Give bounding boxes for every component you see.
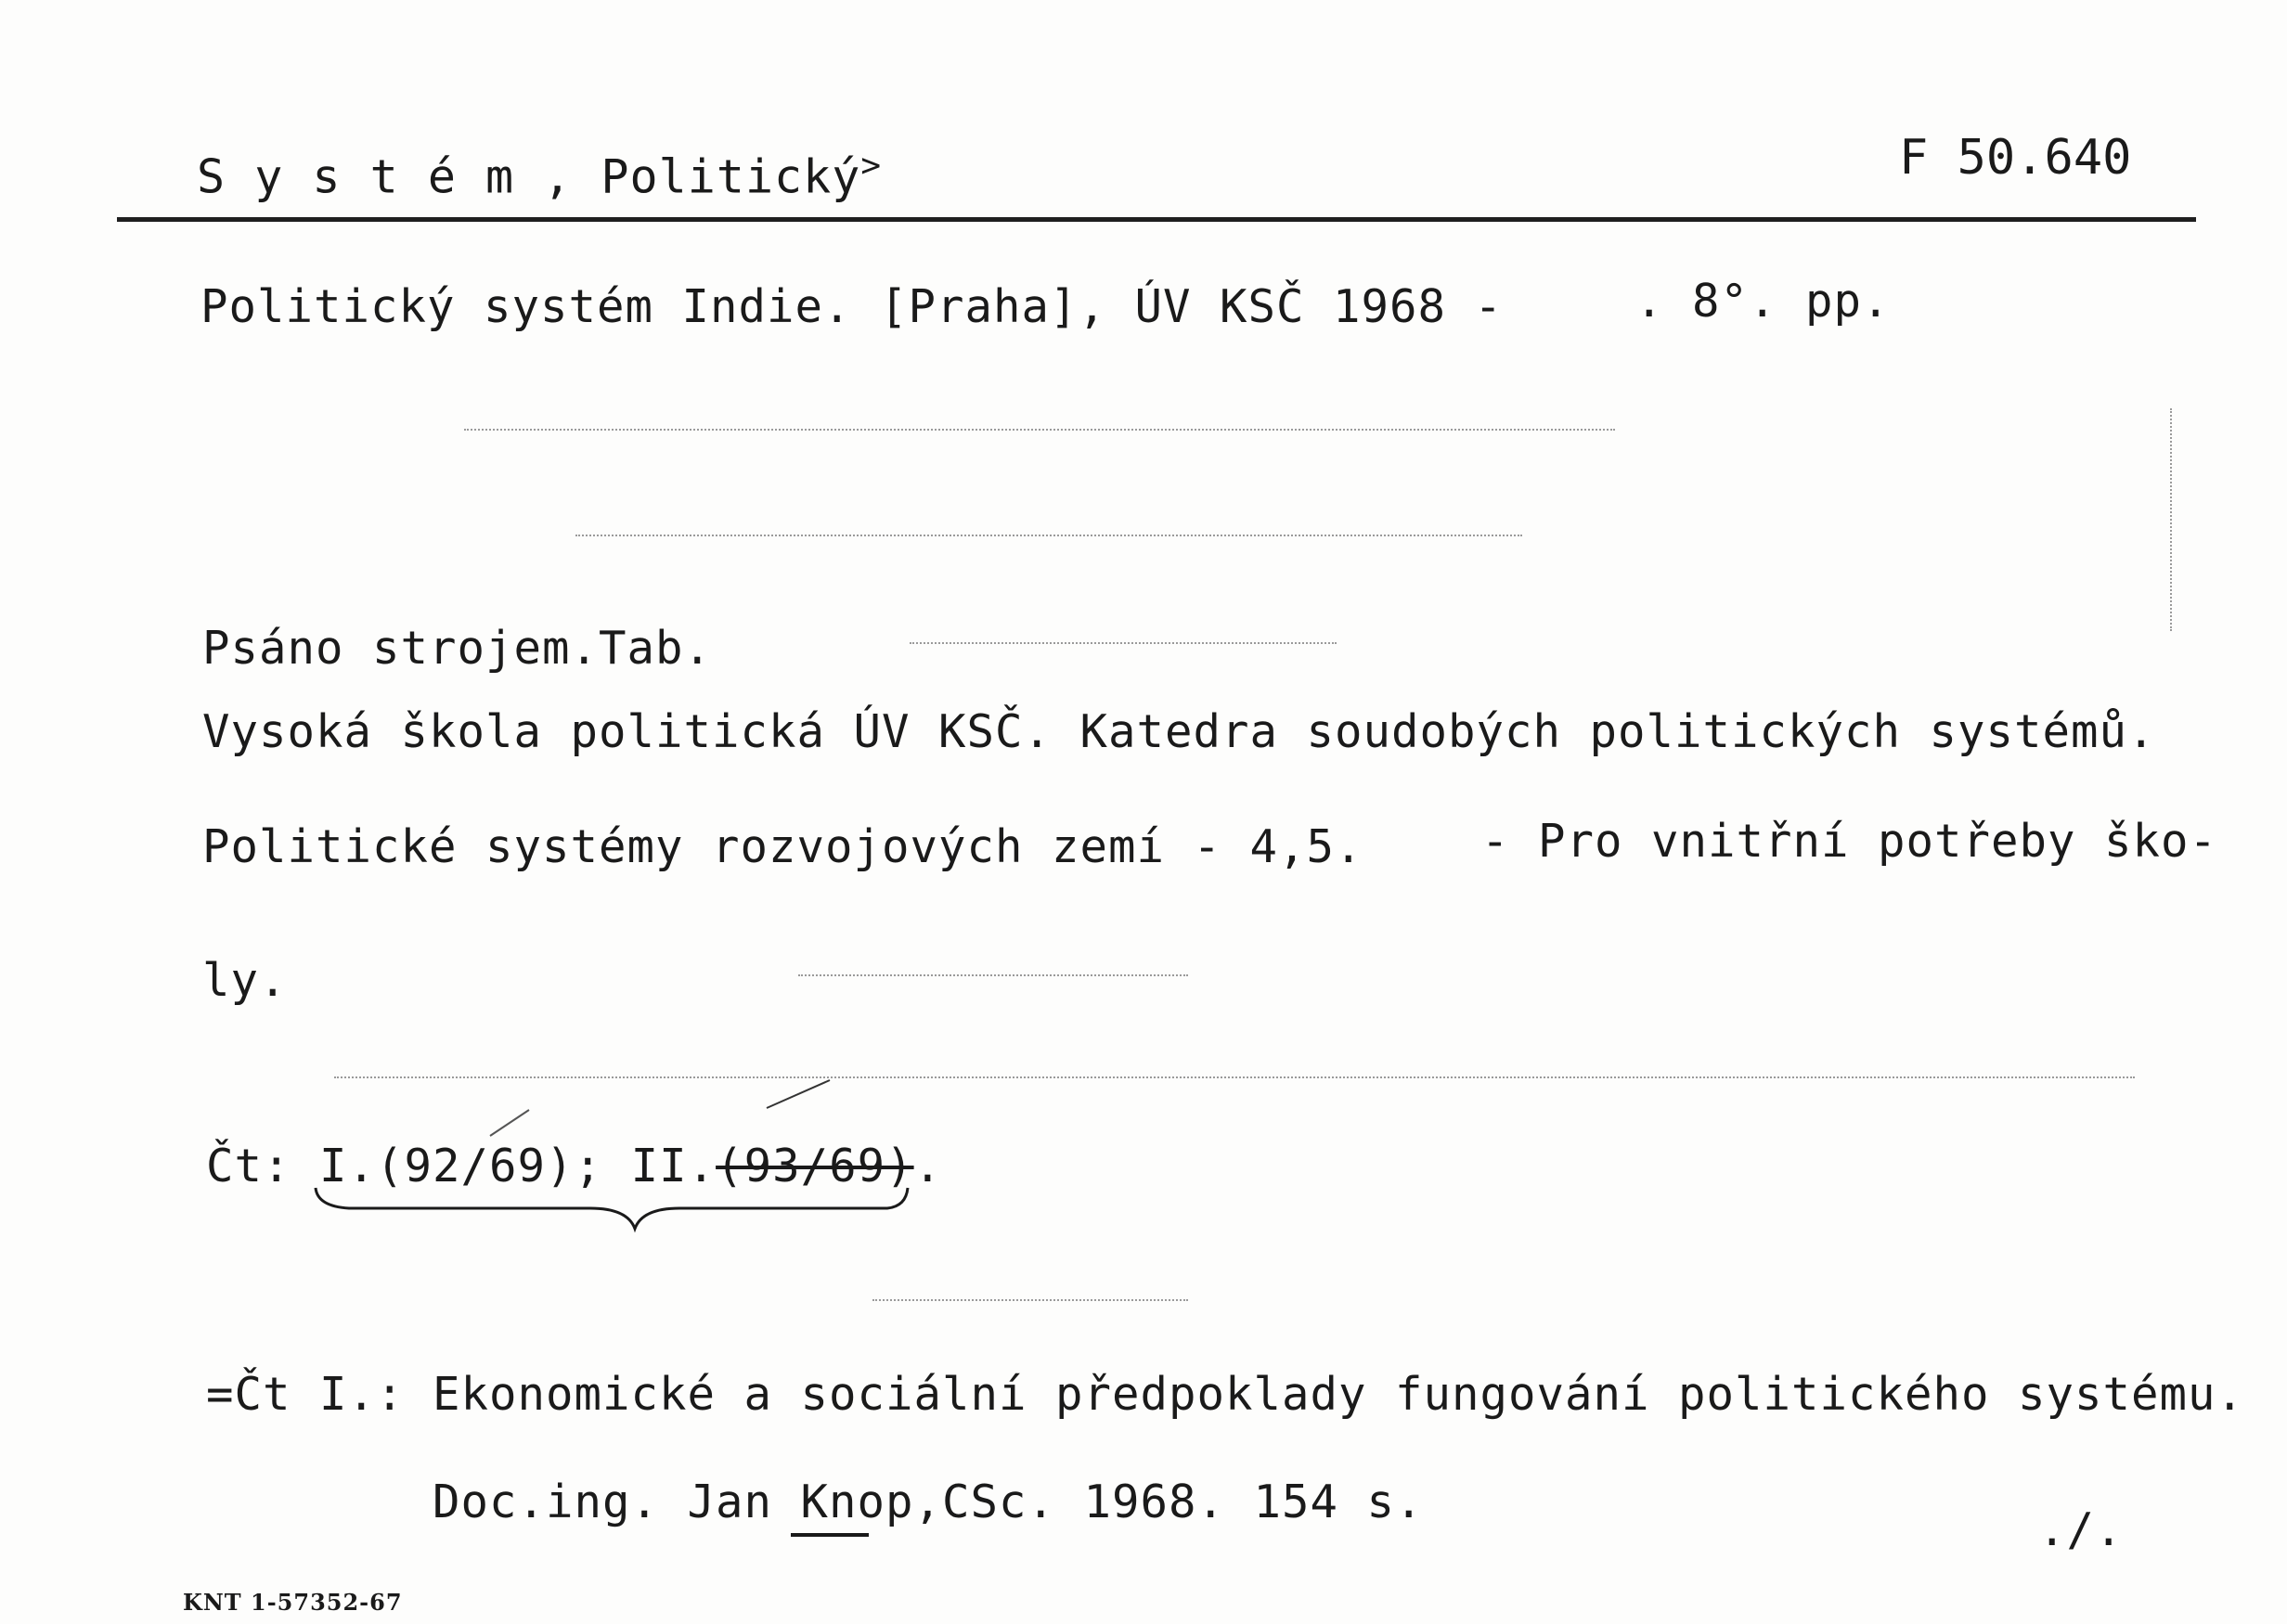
title-line: Politický systém Indie. [Praha], ÚV KSČ 1968 - <box>200 280 1504 333</box>
continued-mark: ./. <box>2038 1503 2124 1556</box>
faint-dotted-line <box>464 429 1615 431</box>
volumes-prefix: Čt: <box>206 1140 291 1192</box>
note-typescript: Psáno strojem.Tab. <box>202 622 713 675</box>
heading-rule <box>117 217 2196 222</box>
faint-dotted-line <box>798 974 1188 976</box>
volume-1: I.(92/69); <box>319 1140 603 1192</box>
handwritten-brace <box>312 1179 924 1234</box>
note-internal-use-end: ly. <box>202 954 288 1007</box>
pencil-tick <box>483 1104 538 1141</box>
contents-title-line <box>206 1368 2245 1421</box>
volume-2-end: . <box>913 1140 943 1192</box>
note-institution: Vysoká škola politická ÚV KSČ. Katedra soudobých politických systémů. <box>202 705 2156 758</box>
pencil-tick <box>761 1075 835 1112</box>
contents-author-line: Doc.ing. Jan Knop,CSc. 1968. 154 s. <box>433 1476 1424 1528</box>
faint-dotted-margin <box>2170 408 2172 631</box>
volume-2-label: II. <box>630 1140 717 1192</box>
call-number: F 50.640 <box>1899 130 2132 186</box>
faint-dotted-line <box>334 1076 2135 1078</box>
author-underline <box>791 1533 869 1537</box>
note-series: Politické systémy rozvojových zemí - 4,5. <box>202 820 1363 873</box>
note-internal-use: - Pro vnitřní potřeby ško- <box>1481 815 2218 868</box>
faint-dotted-line <box>575 535 1522 536</box>
contents-title: Ekonomické a sociální předpoklady fungování politického systému. <box>433 1368 2245 1421</box>
faint-dotted-line <box>910 642 1337 644</box>
faint-dotted-line <box>872 1299 1188 1301</box>
printer-code: KNT 1-57352-67 <box>183 1589 403 1616</box>
contents-prefix: =Čt I.: <box>206 1368 405 1421</box>
subject-heading <box>197 147 882 204</box>
subject-heading-text: S y s t é m , Politický <box>197 149 861 204</box>
heading-mark: > <box>860 147 883 185</box>
volume-2-struck: (93/69) <box>716 1140 914 1192</box>
format-line: . 8°. pp. <box>1635 275 1891 328</box>
